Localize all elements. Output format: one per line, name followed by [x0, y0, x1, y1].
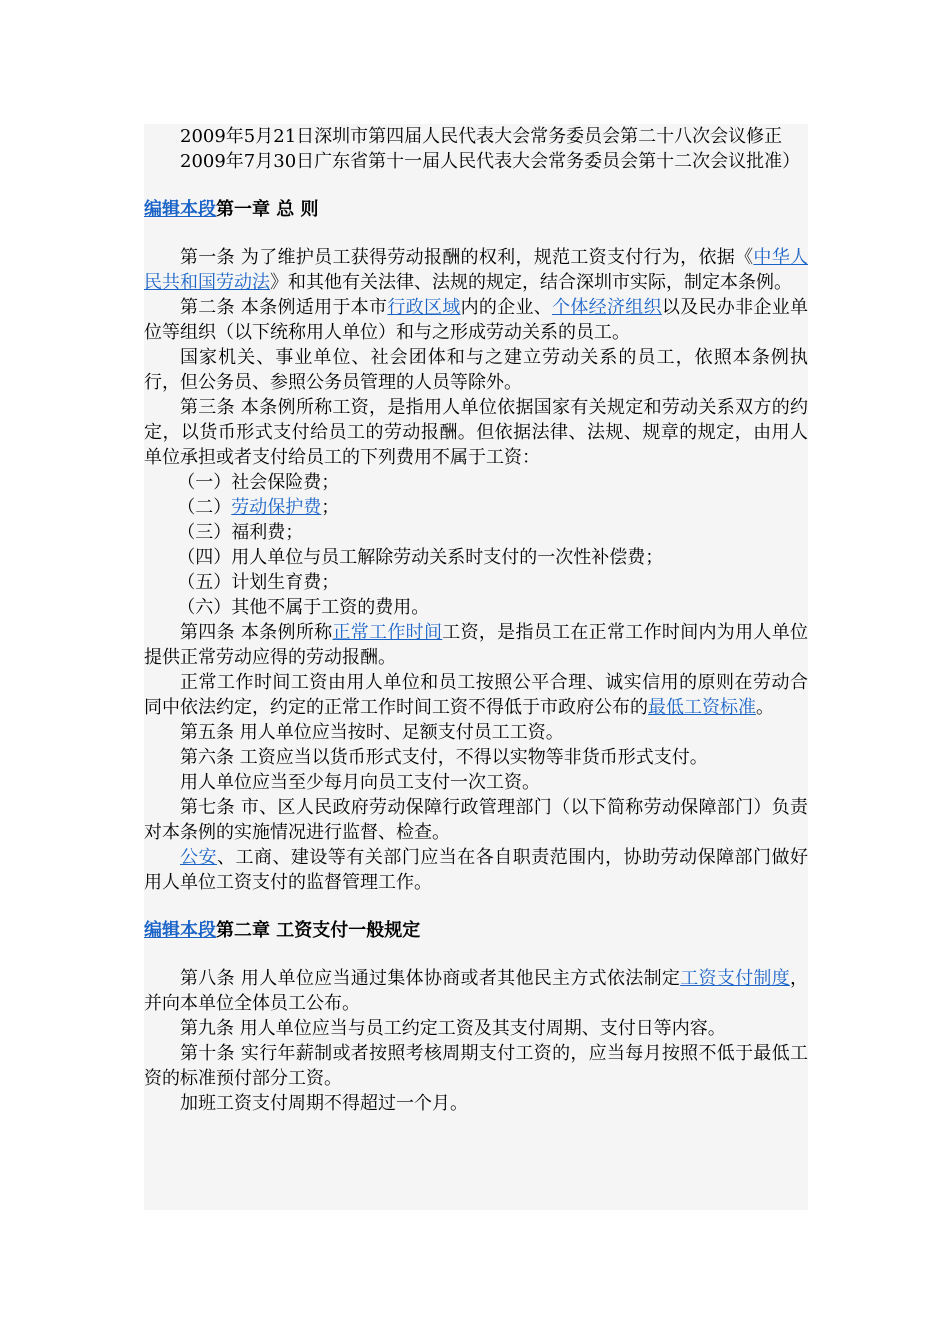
list-item: （四）用人单位与员工解除劳动关系时支付的一次性补偿费；: [177, 547, 664, 568]
document-content: [144, 124, 808, 1116]
normal-working-hours-link[interactable]: 正常工作时间: [332, 622, 443, 643]
edit-section-link[interactable]: 编辑本段: [144, 199, 216, 220]
article-4: 第四条 本条例所称正常工作时间工资，是指员工在正常工作时间内为用人单位提供正常劳动应得的劳动报酬。: [144, 622, 809, 668]
list-item: （六）其他不属于工资的费用。: [177, 597, 430, 618]
individual-economic-organization-link[interactable]: 个体经济组织: [552, 297, 662, 318]
minimum-wage-standard-link[interactable]: 最低工资标准: [648, 697, 756, 718]
list-item: （五）计划生育费；: [177, 572, 340, 593]
labor-law-link[interactable]: 中华人民共和国劳动法: [144, 247, 809, 293]
article-4-paragraph-2: 正常工作时间工资由用人单位和员工按照公平合理、诚实信用的原则在劳动合同中依法约定，约定的正常工作时间工资不得低于市政府公布的最低工资标准。: [144, 672, 808, 718]
intro-revision-line: 2009年5月21日深圳市第四届人民代表大会常务委员会第二十八次会议修正: [180, 126, 783, 147]
public-security-link[interactable]: 公安: [180, 847, 217, 868]
wage-payment-system-link[interactable]: 工资支付制度: [680, 968, 790, 989]
chapter-2-title: 第二章 工资支付一般规定: [216, 920, 421, 941]
article-8: 第八条 用人单位应当通过集体协商或者其他民主方式依法制定工资支付制度，并向本单位全体员工公布。: [144, 968, 808, 1014]
labor-protection-fee-link[interactable]: 劳动保护费: [231, 497, 322, 518]
article-3: 第三条 本条例所称工资，是指用人单位依据国家有关规定和劳动关系双方的约定，以货币形式支付给员工的劳动报酬。但依据法律、法规、规章的规定，由用人单位承担或者支付给员工的下列费用不属于工资：: [144, 397, 808, 468]
article-6: 第六条 工资应当以货币形式支付，不得以实物等非货币形式支付。: [180, 747, 708, 768]
article-10-paragraph-2: 加班工资支付周期不得超过一个月。: [180, 1093, 468, 1114]
article-7: 第七条 市、区人民政府劳动保障行政管理部门（以下简称劳动保障部门）负责对本条例的实施情况进行监督、检查。: [144, 797, 808, 843]
article-2: 第二条 本条例适用于本市行政区域内的企业、个体经济组织以及民办非企业单位等组织（以下统称用人单位）和与之形成劳动关系的员工。: [144, 297, 809, 343]
document-page: [144, 124, 808, 1210]
article-5: 第五条 用人单位应当按时、足额支付员工工资。: [180, 722, 564, 743]
list-item: （一）社会保险费；: [177, 472, 340, 493]
article-7-paragraph-2: 公安、工商、建设等有关部门应当在各自职责范围内，协助劳动保障部门做好用人单位工资支付的监督管理工作。: [144, 847, 809, 893]
list-item: （三）福利费；: [177, 522, 304, 543]
administrative-region-link[interactable]: 行政区域: [387, 297, 461, 318]
article-10: 第十条 实行年薪制或者按照考核周期支付工资的，应当每月按照不低于最低工资的标准预付部分工资。: [144, 1043, 808, 1089]
article-1: 第一条 为了维护员工获得劳动报酬的权利，规范工资支付行为，依据《中华人民共和国劳动法》和其他有关法律、法规的规定，结合深圳市实际，制定本条例。: [144, 247, 809, 293]
list-item: （二）劳动保护费；: [177, 497, 340, 518]
chapter-2-heading: [144, 918, 808, 943]
edit-section-link[interactable]: 编辑本段: [144, 920, 216, 941]
article-9: 第九条 用人单位应当与员工约定工资及其支付周期、支付日等内容。: [180, 1018, 726, 1039]
intro-approval-line: 2009年7月30日广东省第十一届人民代表大会常务委员会第十二次会议批准）: [180, 151, 801, 172]
article-6-paragraph-2: 用人单位应当至少每月向员工支付一次工资。: [180, 772, 540, 793]
chapter-1-title: 第一章 总 则: [216, 199, 319, 220]
article-2-paragraph-2: 国家机关、事业单位、社会团体和与之建立劳动关系的员工，依照本条例执行，但公务员、参照公务员管理的人员等除外。: [144, 347, 808, 393]
chapter-1-heading: [144, 197, 808, 222]
